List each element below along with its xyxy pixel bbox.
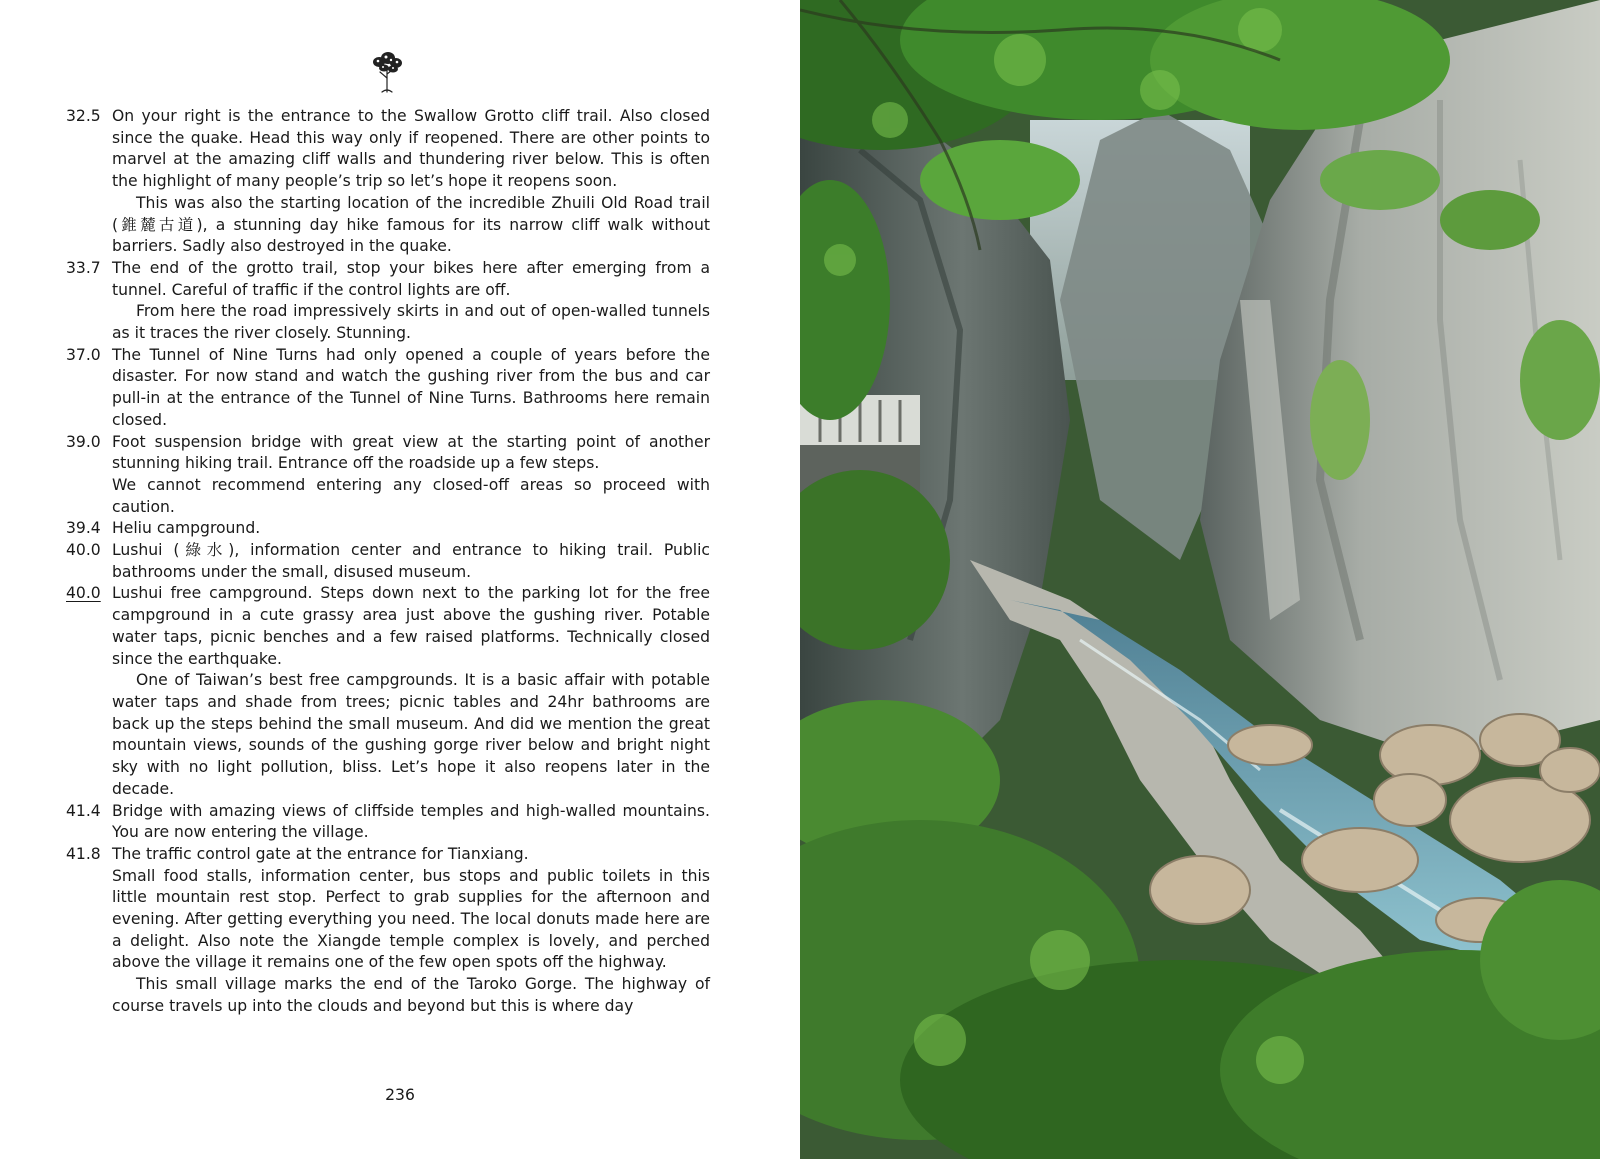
waypoint-entry	[66, 258, 710, 345]
waypoint-entry	[66, 540, 710, 583]
waypoint-list	[66, 106, 710, 1018]
paragraph: The traffic control gate at the entrance for Tianxiang.	[112, 844, 529, 863]
waypoint-description	[112, 258, 710, 345]
waypoint-description	[112, 518, 710, 540]
waypoint-km: 39.0	[66, 432, 101, 451]
waypoint-description	[112, 106, 710, 258]
tree-ornament-icon	[370, 48, 404, 94]
waypoint-entry	[66, 345, 710, 432]
waypoint-description	[112, 540, 710, 583]
paragraph: The Tunnel of Nine Turns had only opened a couple of years before the disaster. For now stand and watch the gushing river from the bus and car pull-in at the entrance of the Tunnel of Nine Turns. Bathrooms here remain closed.	[112, 345, 710, 429]
paragraph: On your right is the entrance to the Swallow Grotto cliff trail. Also closed since the quake. Head this way only if reopened. There are other points to marvel at the amazing cliff walls and thundering river below. This is often the highlight of many people’s trip so let’s hope it reopens soon.	[112, 107, 710, 191]
waypoint-km: 40.0	[66, 584, 101, 603]
paragraph: This was also the starting location of the incredible Zhuili Old Road trail (錐麓古道), a stunning day hike famous for its narrow cliff walk without barriers. Sadly also destroyed in the quake.	[112, 193, 710, 256]
paragraph: Foot suspension bridge with great view at the starting point of another stunning hiking trail. Entrance off the roadside up a few steps.	[112, 432, 710, 473]
gorge-photo	[800, 0, 1600, 1159]
paragraph: Bridge with amazing views of cliffside temples and high-walled mountains. You are now entering the village.	[112, 801, 710, 842]
waypoint-description	[112, 432, 710, 519]
waypoint-km: 40.0	[66, 541, 101, 560]
gorge-illustration	[800, 0, 1600, 1159]
waypoint-entry	[66, 106, 710, 258]
paragraph: One of Taiwan’s best free campgrounds. It is a basic affair with potable water taps and shade from trees; picnic tables and 24hr bathrooms are back up the steps behind the small museum. And did we mention the great mountain views, sounds of the gushing gorge river below and bright night sky with no light pollution, bliss. Let’s hope it also reopens later in the decade.	[112, 671, 710, 798]
waypoint-description	[112, 801, 710, 844]
waypoint-description	[112, 345, 710, 432]
waypoint-entry	[66, 844, 710, 1018]
waypoint-km: 41.4	[66, 801, 101, 820]
paragraph: Lushui free campground. Steps down next to the parking lot for the free campground in a cute grassy area just above the gushing river. Potable water taps, picnic benches and a few raised platforms. Technically closed since the earthquake.	[112, 584, 710, 668]
waypoint-entry	[66, 518, 710, 540]
waypoint-km: 33.7	[66, 258, 101, 277]
waypoint-entry	[66, 432, 710, 519]
paragraph: From here the road impressively skirts in and out of open-walled tunnels as it traces the river closely. Stunning.	[112, 302, 710, 343]
paragraph: Lushui (綠水), information center and entrance to hiking trail. Public bathrooms under the small, disused museum.	[112, 541, 710, 581]
waypoint-entry	[66, 801, 710, 844]
waypoint-km: 41.8	[66, 844, 101, 863]
waypoint-km: 39.4	[66, 519, 101, 538]
waypoint-description	[112, 844, 710, 1018]
paragraph: The end of the grotto trail, stop your bikes here after emerging from a tunnel. Careful of traffic if the control lights are off.	[112, 258, 710, 299]
page-number: 236	[385, 1086, 415, 1104]
waypoint-km: 37.0	[66, 345, 101, 364]
paragraph: Heliu campground.	[112, 519, 261, 538]
paragraph: Small food stalls, information center, bus stops and public toilets in this little mountain rest stop. Perfect to grab supplies for the afternoon and evening. After getting everything you need. The local donuts made here are a delight. Also note the Xiangde temple complex is lovely, and perched above the village it remains one of the few open spots off the highway.	[112, 866, 710, 972]
waypoint-description	[112, 583, 710, 800]
paragraph: This small village marks the end of the Taroko Gorge. The highway of course travels up into the clouds and beyond but this is where day	[112, 975, 710, 1015]
paragraph: We cannot recommend entering any closed-off areas so proceed with caution.	[112, 475, 710, 516]
waypoint-entry	[66, 583, 710, 800]
waypoint-km: 32.5	[66, 107, 101, 125]
